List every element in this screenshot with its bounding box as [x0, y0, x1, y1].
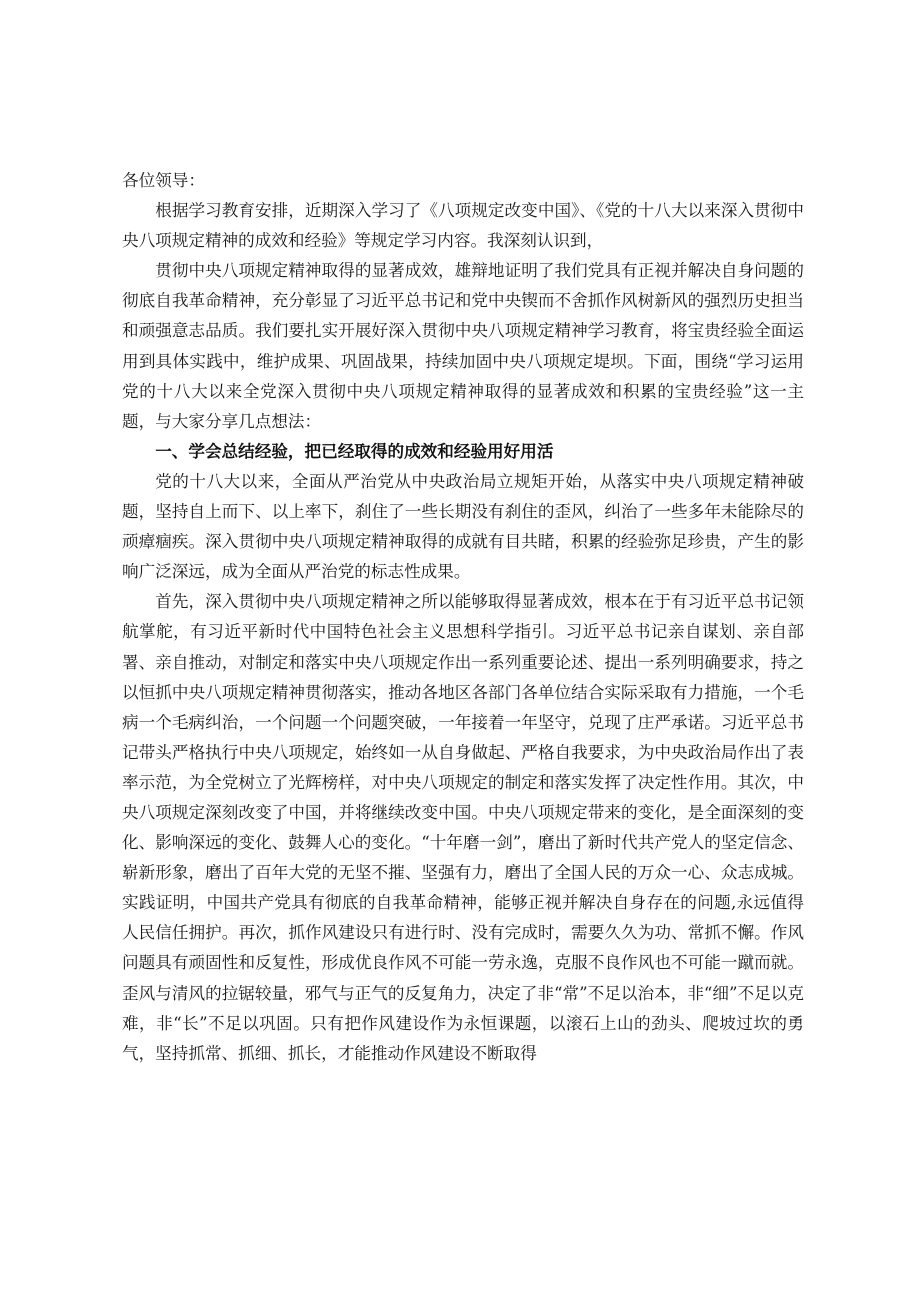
section-paragraph: 首先，深入贯彻中央八项规定精神之所以能够取得显著成效，根本在于有习近平总书记领航掌舵，有习近平新时代中国特色社会主义思想科学指引。习近平总书记亲自谋划、亲自部署、亲自推动，对制定和落实中央八项规定作出一系列重要论述、提出一系列明确要求，持之以恒抓中央八项规定精神贯彻落实，推动各地区各部门各单位结合实际采取有力措施，一个毛病一个毛病纠治，一个问题一个问题突破，一年接着一年坚守，兑现了庄严承诺。习近平总书记带头严格执行中央八项规定，始终如一从自身做起、严格自我要求，为中央政治局作出了表率示范，为全党树立了光辉榜样，对中央八项规定的制定和落实发挥了决定性作用。其次，中央八项规定深刻改变了中国，并将继续改变中国。中央八项规定带来的变化，是全面深刻的变化、影响深远的变化、鼓舞人心的变化。“十年磨一剑”，磨出了新时代共产党人的坚定信念、崭新形象，磨出了百年大党的无坚不摧、坚强有力，磨出了全国人民的万众一心、众志成城。实践证明，中国共产党具有彻底的自我革命精神，能够正视并解决自身存在的问题,永远值得人民信任拥护。再次，抓作风建设只有进行时、没有完成时，需要久久为功、常抓不懈。作风问题具有顽固性和反复性，形成优良作风不可能一劳永逸，克服不良作风也不可能一蹴而就。歪风与清风的拉锯较量，邪气与正气的反复角力，决定了非“常”不足以治本，非“细”不足以克难，非“长”不足以巩固。只有把作风建设作为永恒课题，以滚石上山的劲头、爬坡过坎的勇气，坚持抓常、抓细、抓长，才能推动作风建设不断取得 — [122, 592, 804, 1063]
summary-paragraph: 贯彻中央八项规定精神取得的显著成效，雄辩地证明了我们党具有正视并解决自身问题的彻底自我革命精神，充分彰显了习近平总书记和党中央锲而不舍抓作风树新风的强烈历史担当和顽强意志品质。我们要扎实开展好深入贯彻中央八项规定精神学习教育，将宝贵经验全面运用到具体实践中，维护成果、巩固战果，持续加固中央八项规定堤坝。下面，围绕“学习运用党的十八大以来全党深入贯彻中央八项规定精神取得的显著成效和积累的宝贵经验”这一主题，与大家分享几点想法： — [122, 261, 804, 431]
salutation: 各位领导： — [122, 171, 205, 190]
document-body — [122, 166, 804, 1069]
section-paragraph: 党的十八大以来，全面从严治党从中央政治局立规矩开始，从落实中央八项规定精神破题，坚持自上而下、以上率下，刹住了一些长期没有刹住的歪风，纠治了一些多年未能除尽的顽瘴痼疾。深入贯彻中央八项规定精神取得的成就有目共睹，积累的经验弥足珍贵，产生的影响广泛深远，成为全面从严治党的标志性成果。 — [122, 471, 804, 582]
intro-paragraph: 根据学习教育安排，近期深入学习了《八项规定改变中国》、《党的十八大以来深入贯彻中央八项规定精神的成效和经验》等规定学习内容。我深刻认识到， — [122, 201, 804, 251]
section-heading: 一、学会总结经验，把已经取得的成效和经验用好用活 — [155, 441, 554, 461]
